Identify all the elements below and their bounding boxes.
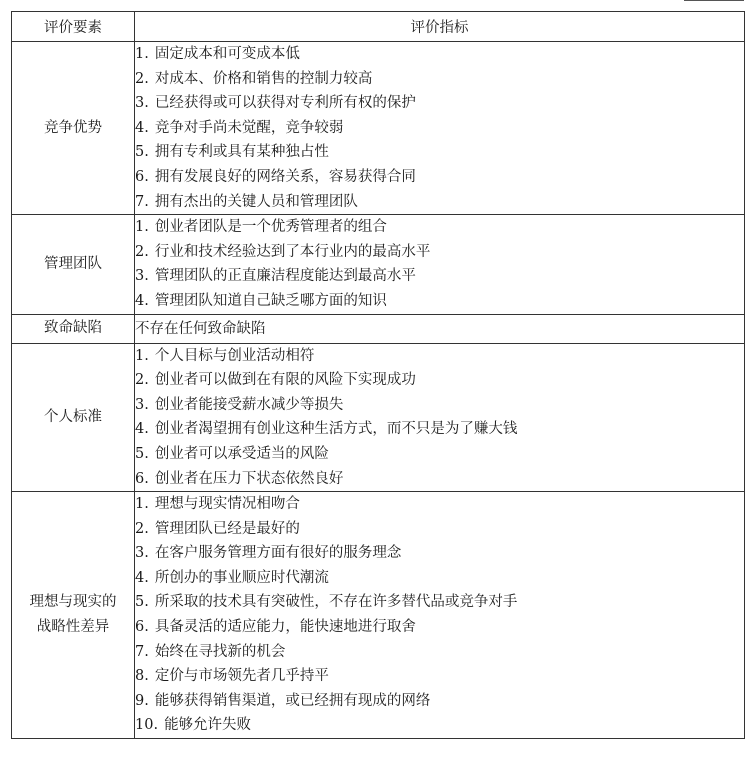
factor-cell: 致命缺陷 <box>12 314 135 343</box>
list-item: 3. 管理团队的正直廉洁程度能达到最高水平 <box>135 268 416 285</box>
list-item: 7. 拥有杰出的关键人员和管理团队 <box>135 193 358 210</box>
list-item: 3. 在客户服务管理方面有很好的服务理念 <box>135 545 402 562</box>
list-item: 9. 能够获得销售渠道，或已经拥有现成的网络 <box>135 692 431 709</box>
indicator-cell <box>135 343 745 492</box>
table-header-row <box>12 12 745 42</box>
list-item: 5. 创业者可以承受适当的风险 <box>135 445 329 462</box>
indicator-list <box>135 344 744 492</box>
list-item: 2. 创业者可以做到在有限的风险下实现成功 <box>135 372 416 389</box>
table-row <box>12 215 745 314</box>
list-item: 7. 始终在寻找新的机会 <box>135 643 286 660</box>
list-item: 6. 创业者在压力下状态依然良好 <box>135 470 344 487</box>
header-factor: 评价要素 <box>12 12 135 42</box>
indicator-cell: 不存在任何致命缺陷 <box>135 314 745 343</box>
factor-cell <box>12 492 135 739</box>
list-item: 3. 已经获得或可以获得对专利所有权的保护 <box>135 95 416 112</box>
list-item: 6. 拥有发展良好的网络关系，容易获得合同 <box>135 168 416 185</box>
table-row <box>12 492 745 739</box>
list-item: 4. 竞争对手尚未觉醒，竞争较弱 <box>135 119 344 136</box>
list-item: 1. 个人目标与创业活动相符 <box>135 347 315 364</box>
factor-cell: 管理团队 <box>12 215 135 314</box>
indicator-list <box>135 42 744 214</box>
list-item: 2. 行业和技术经验达到了本行业内的最高水平 <box>135 243 431 260</box>
list-item: 10. 能够允许失败 <box>135 717 252 734</box>
list-item: 1. 固定成本和可变成本低 <box>135 46 300 62</box>
top-rule <box>684 0 744 1</box>
indicator-list <box>135 215 744 313</box>
indicator-cell <box>135 492 745 739</box>
factor-line: 战略性差异 <box>36 619 110 636</box>
list-item: 3. 创业者能接受薪水减少等损失 <box>135 396 344 413</box>
indicator-list <box>135 492 744 738</box>
list-item: 8. 定价与市场领先者几乎持平 <box>135 668 329 685</box>
list-item: 1. 理想与现实情况相吻合 <box>135 496 300 513</box>
factor-line: 理想与现实的 <box>29 594 117 611</box>
table-row <box>12 42 745 215</box>
list-item: 5. 所采取的技术具有突破性，不存在许多替代品或竞争对手 <box>135 594 518 611</box>
list-item: 2. 管理团队已经是最好的 <box>135 520 300 537</box>
factor-cell: 竞争优势 <box>12 42 135 215</box>
list-item: 1. 创业者团队是一个优秀管理者的组合 <box>135 219 387 236</box>
indicator-cell <box>135 42 745 215</box>
list-item: 4. 所创办的事业顺应时代潮流 <box>135 569 329 586</box>
indicator-cell <box>135 215 745 314</box>
list-item: 4. 创业者渴望拥有创业这种生活方式，而不只是为了赚大钱 <box>135 421 518 438</box>
evaluation-table <box>11 11 745 739</box>
list-item: 4. 管理团队知道自己缺乏哪方面的知识 <box>135 292 387 309</box>
table-row <box>12 343 745 492</box>
header-indicator: 评价指标 <box>135 12 745 42</box>
factor-cell: 个人标准 <box>12 343 135 492</box>
list-item: 5. 拥有专利或具有某种独占性 <box>135 144 329 161</box>
table-row <box>12 314 745 343</box>
list-item: 6. 具备灵活的适应能力，能快速地进行取舍 <box>135 619 416 636</box>
list-item: 2. 对成本、价格和销售的控制力较高 <box>135 70 373 87</box>
